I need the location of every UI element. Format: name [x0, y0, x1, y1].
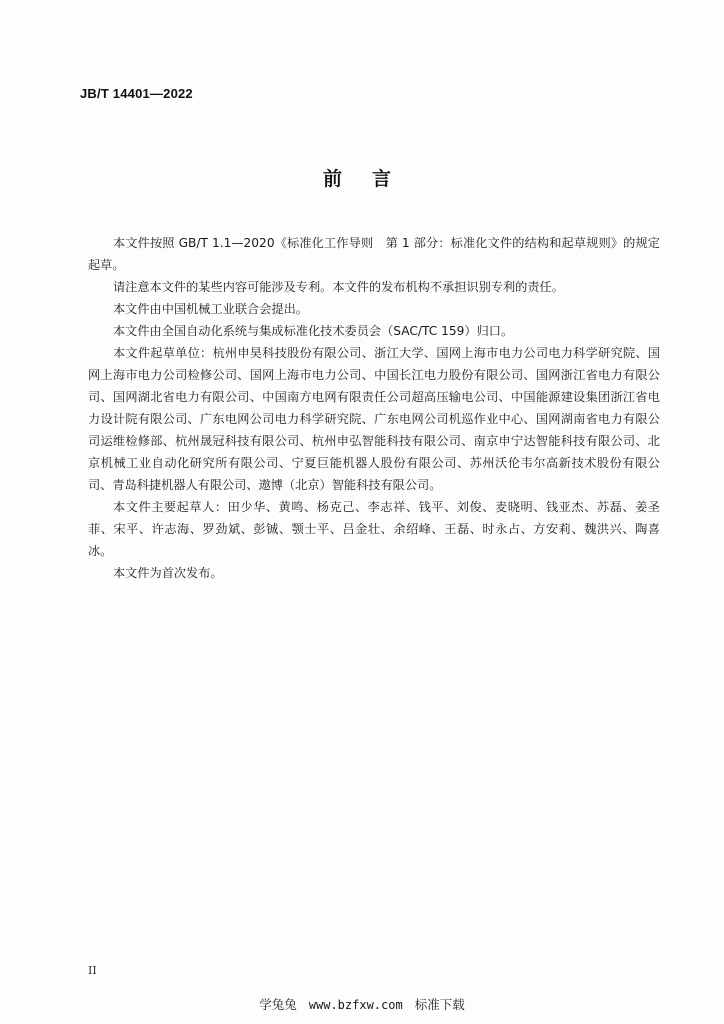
- page-title: 前言: [322, 168, 421, 190]
- paragraph-drafters: 本文件主要起草人：田少华、黄鸣、杨克己、李志祥、钱平、刘俊、麦晓明、钱亚杰、苏磊、姜圣菲、宋平、许志海、罗劲斌、彭铖、颚士平、吕金壮、余绍峰、王磊、时永占、方安莉、魏洪兴、陶喜冰。: [88, 500, 660, 558]
- paragraph-drafting-units: 本文件起草单位：杭州申昊科技股份有限公司、浙江大学、国网上海市电力公司电力科学研究院、国网上海市电力公司检修公司、国网上海市电力公司、中国长江电力股份有限公司、国网浙江省电力有限公司、国网湖北省电力有限公司、中国南方电网有限责任公司超高压输电公司、中国能源建设集团浙江省电力设计院有限公司、广东电网公司电力科学研究院、广东电网公司机巡作业中心、国网湖南省电力有限公司运维检修部、杭州晟冠科技有限公司、杭州申弘智能科技有限公司、南京申宁达智能科技有限公司、北京机械工业自动化研究所有限公司、宁夏巨能机器人股份有限公司、苏州沃伦韦尔高新技术股份有限公司、青岛科捷机器人有限公司、遨博（北京）智能科技有限公司。: [88, 346, 660, 492]
- footer-site-name: 学兔兔: [259, 997, 297, 1012]
- paragraph-first-release: 本文件为首次发布。: [113, 566, 223, 580]
- footer-url-link[interactable]: www.bzfxw.com: [308, 998, 403, 1012]
- page-number: II: [88, 964, 97, 977]
- paragraph-drafting-rules: 本文件按照 GB/T 1.1—2020《标准化工作导则 第 1 部分：标准化文件的结构和起草规则》的规定起草。: [88, 236, 660, 272]
- paragraph-committee: 本文件由全国自动化系统与集成标准化技术委员会（SAC/TC 159）归口。: [113, 324, 514, 338]
- paragraph-patent-notice: 请注意本文件的某些内容可能涉及专利。本文件的发布机构不承担识别专利的责任。: [113, 280, 564, 294]
- standard-code: JB/T 14401—2022: [80, 86, 193, 101]
- footer-watermark: [0, 995, 724, 1013]
- preface-body: [88, 232, 660, 584]
- paragraph-proposer: 本文件由中国机械工业联合会提出。: [113, 302, 308, 316]
- footer-tagline: 标准下载: [414, 997, 465, 1012]
